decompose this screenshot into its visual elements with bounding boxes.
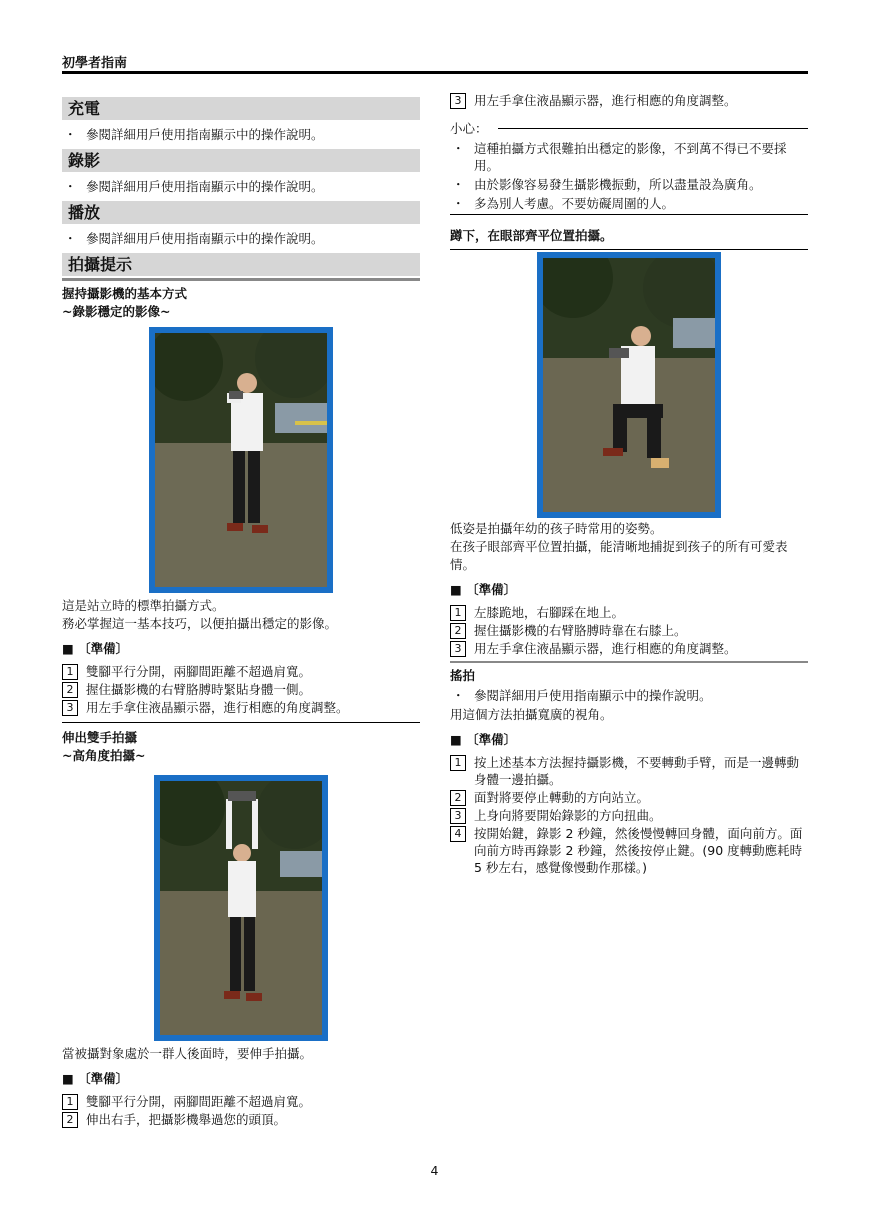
crouch-step-3: 3 用左手拿住液晶顯示器，進行相應的角度調整。 — [450, 640, 808, 657]
basic-hold-title: 握持攝影機的基本方式 — [62, 286, 188, 301]
high-step-3: 3 用左手拿住液晶顯示器，進行相應的角度調整。 — [450, 92, 808, 109]
running-title: 初學者指南 — [62, 56, 128, 71]
high-angle-photo — [154, 775, 328, 1041]
panning-step-3: 3 上身向將要開始錄影的方向扭曲。 — [450, 807, 808, 824]
caution-bullet-2: ・ 由於影像容易發生攝影機振動，所以盡量設為廣角。 — [452, 177, 762, 192]
panning-title: 搖拍 — [450, 668, 476, 683]
high-angle-title: 伸出雙手拍攝 — [62, 730, 138, 745]
left-column — [62, 97, 420, 1129]
caution-heading: 小心： — [450, 119, 808, 137]
basic-hold-para-2: 務必掌握這一基本技巧，以便拍攝出穩定的影像。 — [62, 616, 338, 631]
basic-step-1: 1 雙腳平行分開，兩腳間距離不超過肩寬。 — [62, 663, 420, 680]
tips-divider — [62, 278, 420, 281]
playback-bullet: ・ 參閱詳細用戶使用指南顯示中的操作說明。 — [64, 231, 324, 246]
crouch-step-2: 2 握住攝影機的右臂胳膊時靠在右膝上。 — [450, 622, 808, 639]
high-angle-para-1: 當被攝對象處於一群人後面時，要伸手拍攝。 — [62, 1046, 313, 1061]
panning-prep-heading: ■ 〔準備〕 — [450, 732, 517, 747]
panning-step-2: 2 面對將要停止轉動的方向站立。 — [450, 789, 808, 806]
caution-bullet-1: ・ 這種拍攝方式很難拍出穩定的影像，不到萬不得已不要採用。 — [452, 141, 787, 173]
high-step-2: 2 伸出右手，把攝影機舉過您的頭頂。 — [62, 1111, 420, 1128]
crouch-prep-heading: ■ 〔準備〕 — [450, 582, 517, 597]
basic-step-2: 2 握住攝影機的右臂胳膊時緊貼身體一側。 — [62, 681, 420, 698]
standing-person-image — [155, 333, 327, 587]
panning-step-1: 1 按上述基本方法握持攝影機，不要轉動手臂，而是一邊轉動身體一邊拍攝。 — [450, 754, 808, 788]
panning-bullet: ・ 參閱詳細用戶使用指南顯示中的操作說明。 — [452, 688, 712, 703]
crouching-person-image — [543, 258, 715, 512]
basic-hold-subtitle: ~錄影穩定的影像~ — [62, 304, 171, 319]
panning-para-1: 用這個方法拍攝寬廣的視角。 — [450, 707, 613, 722]
crouching-photo — [537, 252, 721, 518]
page-number: 4 — [430, 1163, 439, 1178]
right-column — [450, 92, 808, 877]
crouch-para-2: 在孩子眼部齊平位置拍攝，能清晰地捕捉到孩子的所有可愛表情。 — [450, 539, 788, 572]
recording-bullet: ・ 參閱詳細用戶使用指南顯示中的操作說明。 — [64, 179, 324, 194]
standing-photo — [149, 327, 333, 593]
section-playback-title: 播放 — [62, 201, 420, 224]
header-rule — [62, 71, 808, 74]
caution-end-rule — [450, 214, 808, 215]
arms-raised-person-image — [160, 781, 322, 1035]
section-recording-title: 錄影 — [62, 149, 420, 172]
crouch-title: 蹲下，在眼部齊平位置拍攝。 — [450, 228, 613, 243]
high-angle-prep-heading: ■ 〔準備〕 — [62, 1071, 129, 1086]
basic-end-rule — [62, 722, 420, 723]
section-tips-title: 拍攝提示 — [62, 253, 420, 276]
crouch-para-1: 低姿是拍攝年幼的孩子時常用的姿勢。 — [450, 521, 663, 536]
basic-hold-prep-heading: ■ 〔準備〕 — [62, 641, 129, 656]
caution-bullet-3: ・ 多為別人考慮。不要妨礙周圍的人。 — [452, 196, 675, 211]
crouch-step-1: 1 左膝跪地，右腳踩在地上。 — [450, 604, 808, 621]
panning-step-4: 4 按開始鍵，錄影 2 秒鐘，然後慢慢轉回身體，面向前方。面向前方時再錄影 2 秒鐘，然後按停止鍵。(90 度轉動應耗時 5 秒左右，感覺像慢動作那樣。) — [450, 825, 808, 876]
crouch-title-rule — [450, 249, 808, 250]
basic-step-3: 3 用左手拿住液晶顯示器，進行相應的角度調整。 — [62, 699, 420, 716]
charging-bullet: ・ 參閱詳細用戶使用指南顯示中的操作說明。 — [64, 127, 324, 142]
basic-hold-para-1: 這是站立時的標準拍攝方式。 — [62, 598, 225, 613]
section-charging-title: 充電 — [62, 97, 420, 120]
high-step-1: 1 雙腳平行分開，兩腳間距離不超過肩寬。 — [62, 1093, 420, 1110]
crouch-end-rule — [450, 661, 808, 663]
high-angle-subtitle: ~高角度拍攝~ — [62, 748, 146, 763]
